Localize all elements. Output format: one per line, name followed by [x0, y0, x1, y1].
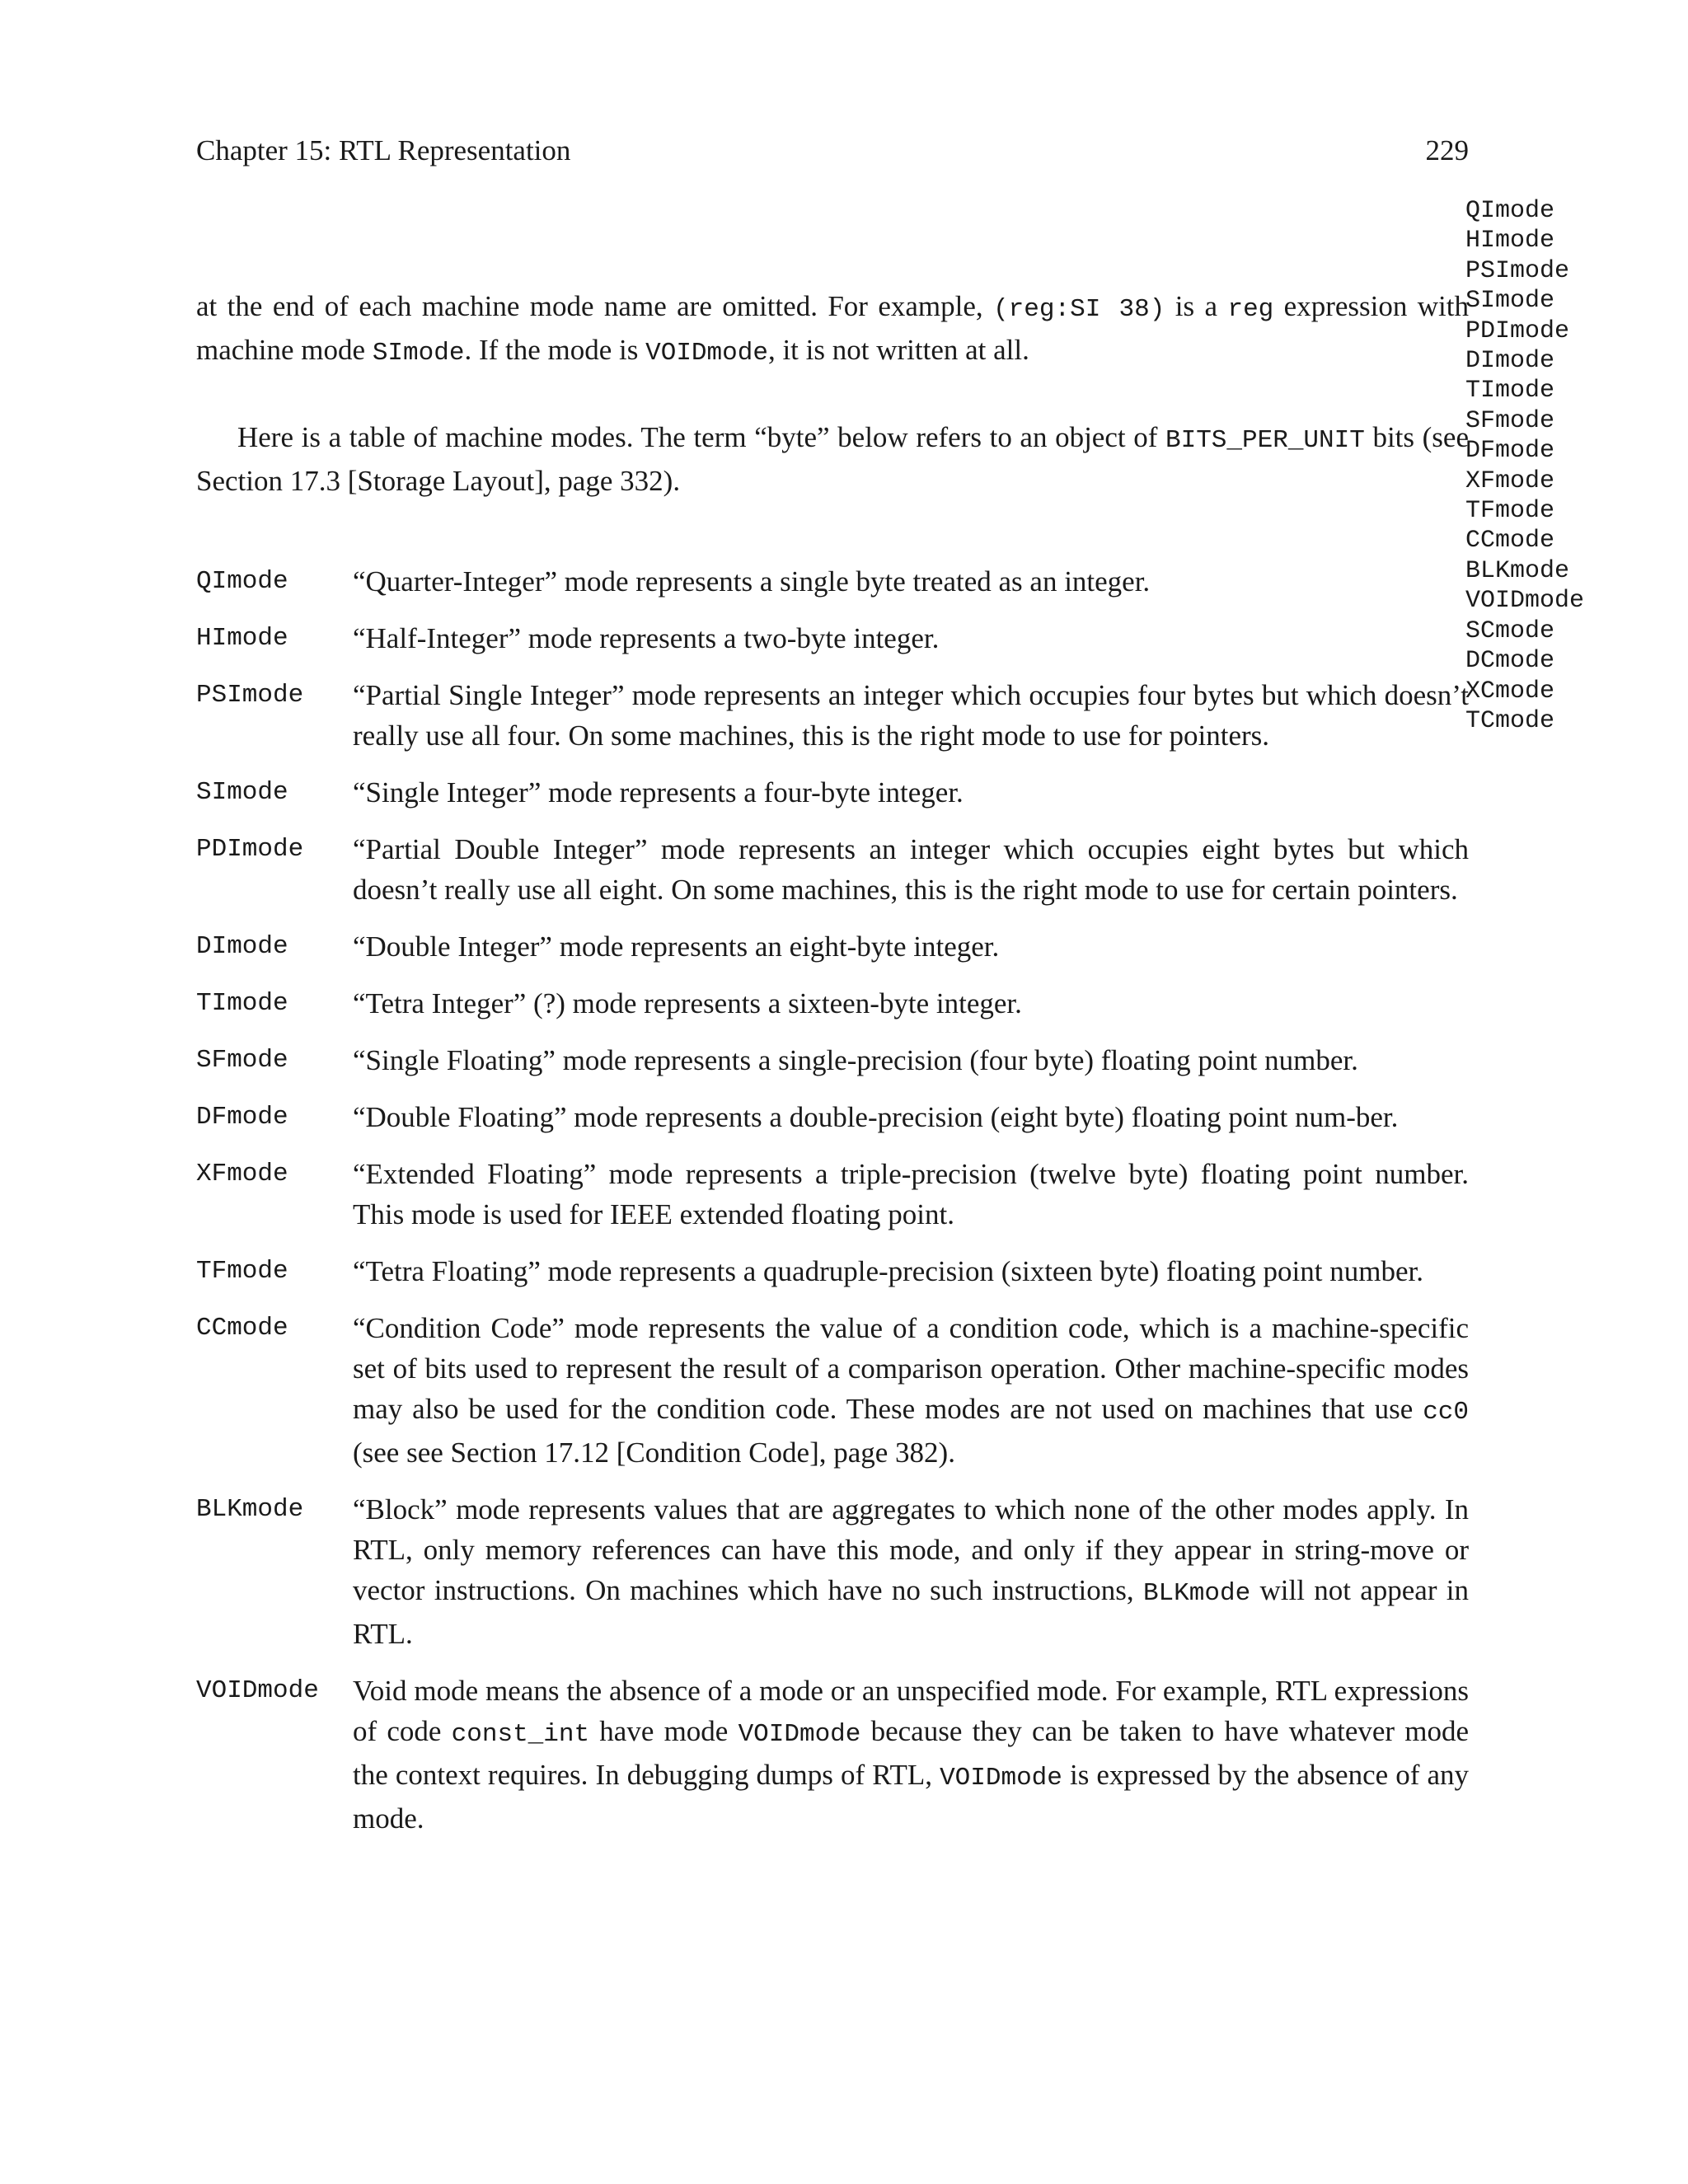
- mode-entry-tfmode: [196, 1251, 1469, 1291]
- code-cc0: cc0: [1423, 1398, 1469, 1427]
- margin-index-list: [1465, 196, 1597, 736]
- margin-index-item: TCmode: [1465, 706, 1555, 735]
- mode-name: XFmode: [196, 1160, 288, 1188]
- intro-paragraph-1: at the end of each machine mode name are omitted. For example, (reg:SI 38) is a reg expression with machine mode SImode. If the mode is VOIDmode, it is not written at all.: [196, 290, 1469, 368]
- margin-index-item: XCmode: [1465, 677, 1555, 705]
- margin-index-item: XFmode: [1465, 466, 1555, 495]
- margin-index-item: CCmode: [1465, 527, 1555, 555]
- mode-name: TFmode: [196, 1257, 288, 1286]
- code-reg: reg: [1227, 295, 1274, 324]
- mode-entry-sfmode: [196, 1040, 1469, 1080]
- margin-index-item: DFmode: [1465, 437, 1555, 466]
- mode-entry-qimode: [196, 561, 1469, 602]
- margin-index-item: SCmode: [1465, 616, 1555, 645]
- margin-index-item: SImode: [1465, 287, 1555, 316]
- mode-entry-himode: [196, 618, 1469, 658]
- mode-description: “Tetra Floating” mode represents a quadruple-precision (sixteen byte) floating point number.: [353, 1255, 1423, 1287]
- margin-index-item: HImode: [1465, 227, 1555, 255]
- mode-entry-dimode: [196, 926, 1469, 967]
- margin-index-item: TFmode: [1465, 497, 1555, 526]
- margin-index-item: BLKmode: [1465, 556, 1570, 585]
- mode-name: SImode: [196, 778, 288, 807]
- mode-name: TImode: [196, 989, 288, 1018]
- mode-description: “Single Integer” mode represents a four-byte integer.: [353, 776, 964, 808]
- mode-name: CCmode: [196, 1314, 288, 1343]
- mode-name: DImode: [196, 932, 288, 961]
- intro-paragraph-2: Here is a table of machine modes. The term “byte” below refers to an object of BITS_PER_UNIT bits (see Section 17.3 [Storage Layout], page 332).: [196, 421, 1469, 497]
- margin-index-item: SFmode: [1465, 406, 1555, 435]
- margin-index-item: QImode: [1465, 197, 1555, 225]
- mode-description: “Double Integer” mode represents an eight-byte integer.: [353, 930, 1000, 963]
- page-header: [196, 130, 1469, 171]
- margin-index-item: DCmode: [1465, 647, 1555, 676]
- mode-entry-psimode: [196, 675, 1469, 756]
- mode-description: “Double Floating” mode represents a double-precision (eight byte) floating point num-ber.: [353, 1101, 1399, 1133]
- code-bits-per-unit: BITS_PER_UNIT: [1165, 426, 1365, 455]
- page-number: 229: [1425, 134, 1469, 166]
- mode-entry-voidmode: [196, 1671, 1469, 1839]
- code-simode: SImode: [372, 339, 465, 368]
- mode-entry-simode: [196, 772, 1469, 813]
- mode-description: “Single Floating” mode represents a single-precision (four byte) floating point number.: [353, 1044, 1358, 1076]
- mode-description: “Tetra Integer” (?) mode represents a sixteen-byte integer.: [353, 987, 1022, 1019]
- margin-index-item: PDImode: [1465, 316, 1570, 345]
- mode-entry-xfmode: [196, 1154, 1469, 1235]
- code-voidmode: VOIDmode: [738, 1720, 861, 1749]
- mode-description: “Quarter-Integer” mode represents a single byte treated as an integer.: [353, 565, 1151, 598]
- mode-name: PDImode: [196, 835, 304, 864]
- machine-mode-table: [196, 561, 1469, 1855]
- mode-name: DFmode: [196, 1103, 288, 1132]
- mode-description: “Partial Double Integer” mode represents an integer which occupies eight bytes but which doesn’t really use all eight. On some machines, this is the right mode to use for certain pointers.: [353, 833, 1469, 906]
- mode-entry-pdimode: [196, 829, 1469, 910]
- mode-entry-dfmode: [196, 1097, 1469, 1137]
- margin-index-item: TImode: [1465, 377, 1555, 405]
- mode-description: “Half-Integer” mode represents a two-byte integer.: [353, 622, 940, 654]
- mode-entry-timode: [196, 983, 1469, 1024]
- mode-description: Void mode means the absence of a mode or an unspecified mode. For example, RTL expressions of code const_int have mode VOIDmode because they can be taken to have whatever mode the context requires. In debugging dumps of RTL, VOIDmode is expressed by the absence of any mode.: [353, 1675, 1470, 1835]
- mode-name: BLKmode: [196, 1495, 304, 1524]
- margin-index-item: VOIDmode: [1465, 587, 1585, 616]
- code-reg-si-38: (reg:SI 38): [993, 295, 1165, 324]
- mode-description: “Block” mode represents values that are aggregates to which none of the other modes apply. In RTL, only memory references can have this mode, and only if they appear in string-move or vector instructions. On machines which have no such instructions, BLKmode will not appear in RTL.: [353, 1493, 1470, 1650]
- mode-description: “Extended Floating” mode represents a triple-precision (twelve byte) floating point number. This mode is used for IEEE extended floating point.: [353, 1158, 1469, 1230]
- code-voidmode: VOIDmode: [645, 339, 768, 368]
- mode-name: QImode: [196, 567, 288, 596]
- mode-entry-ccmode: [196, 1308, 1469, 1473]
- code-blkmode: BLKmode: [1142, 1579, 1251, 1608]
- mode-name: VOIDmode: [196, 1676, 319, 1705]
- code-const-int: const_int: [451, 1720, 590, 1749]
- mode-name: HImode: [196, 624, 288, 653]
- mode-description: “Partial Single Integer” mode represents an integer which occupies four bytes but which doesn’t really use all four. On some machines, this is the right mode to use for pointers.: [353, 679, 1469, 752]
- chapter-title: Chapter 15: RTL Representation: [196, 134, 571, 166]
- mode-name: SFmode: [196, 1046, 288, 1075]
- mode-name: PSImode: [196, 681, 304, 710]
- code-voidmode: VOIDmode: [940, 1764, 1062, 1793]
- margin-index-item: PSImode: [1465, 256, 1570, 285]
- margin-index-item: DImode: [1465, 347, 1555, 376]
- mode-description: “Condition Code” mode represents the value of a condition code, which is a machine-specific set of bits used to represent the result of a comparison operation. Other machine-specific modes may also be used for the condition code. These modes are not used on machines that use cc0 (see see Section 17.12 [Condition Code], page 382).: [353, 1312, 1469, 1469]
- mode-entry-blkmode: [196, 1489, 1469, 1654]
